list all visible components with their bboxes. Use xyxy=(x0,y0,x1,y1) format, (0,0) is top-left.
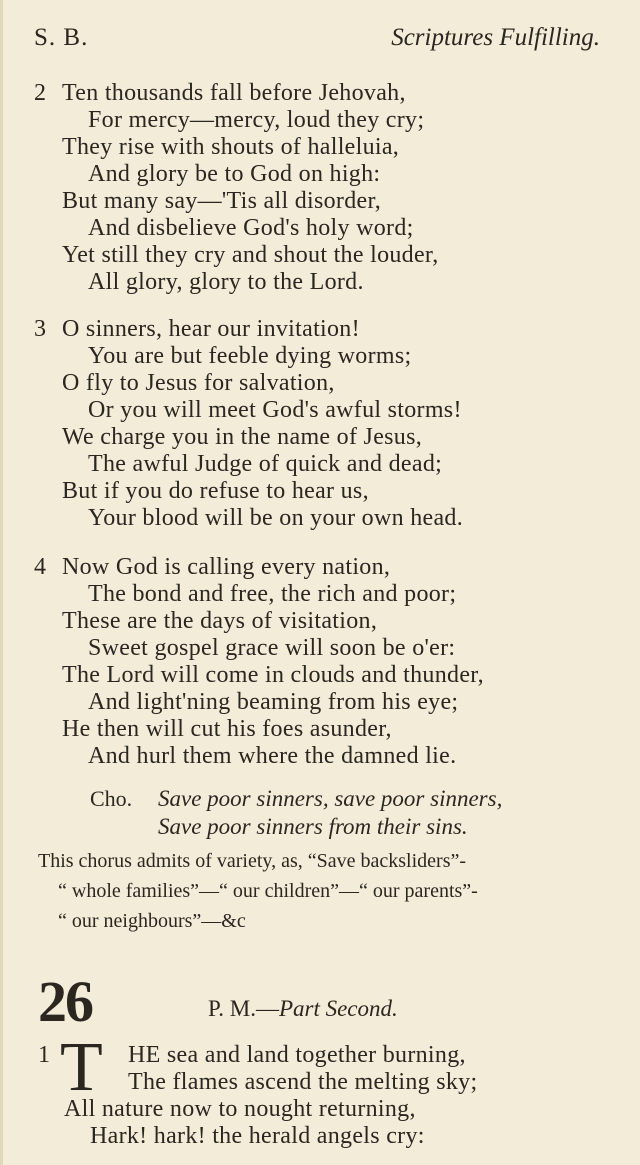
verse-number: 4 xyxy=(34,554,46,580)
verse-line: HE sea and land together burning, xyxy=(128,1042,466,1068)
verse-line: Now God is calling every nation, xyxy=(62,554,391,580)
verse-line: Yet still they cry and shout the louder, xyxy=(62,242,439,268)
verse-line: All nature now to nought returning, xyxy=(64,1096,416,1122)
part-label: Part Second. xyxy=(278,996,398,1021)
verse-line: O sinners, hear our invitation! xyxy=(62,316,360,342)
verse-line: Ten thousands fall before Jehovah, xyxy=(62,80,406,106)
verse-line: And disbelieve God's holy word; xyxy=(88,215,414,241)
verse-line: But if you do refuse to hear us, xyxy=(62,478,369,504)
verse-line: Hark! hark! the herald angels cry: xyxy=(90,1123,425,1149)
chorus-label: Cho. xyxy=(90,786,133,811)
chorus-line: Save poor sinners, save poor sinners, xyxy=(158,786,503,811)
verse-line: He then will cut his foes asunder, xyxy=(62,716,392,742)
hymn-number: 26 xyxy=(38,969,92,1034)
verse-number: 2 xyxy=(34,80,46,106)
verse-line: Your blood will be on your own head. xyxy=(88,505,464,531)
verse-line: And light'ning beaming from his eye; xyxy=(88,689,459,715)
chorus-line: Save poor sinners from their sins. xyxy=(158,814,468,839)
note-line: “ our neighbours”—&c xyxy=(58,910,246,932)
verse-line: And hurl them where the damned lie. xyxy=(88,743,457,769)
header-left: S. B. xyxy=(34,24,89,51)
verse-line: O fly to Jesus for salvation, xyxy=(62,370,335,396)
verse-line: The flames ascend the melting sky; xyxy=(128,1069,478,1095)
verse-line: The awful Judge of quick and dead; xyxy=(88,451,443,477)
verse-line: Or you will meet God's awful storms! xyxy=(88,397,462,423)
note-line: This chorus admits of variety, as, “Save backsliders”- xyxy=(38,850,467,872)
verse-line: And glory be to God on high: xyxy=(88,161,381,187)
page-edge xyxy=(0,0,3,1165)
verse-line: The Lord will come in clouds and thunder, xyxy=(62,662,484,688)
running-header xyxy=(34,24,600,58)
note-line: “ whole families”—“ our children”—“ our parents”- xyxy=(58,880,478,902)
verse-line: For mercy—mercy, loud they cry; xyxy=(88,107,425,133)
verse-line: Sweet gospel grace will soon be o'er: xyxy=(88,635,456,661)
verse-line: We charge you in the name of Jesus, xyxy=(62,424,423,450)
verse-line: You are but feeble dying worms; xyxy=(88,343,412,369)
drop-cap: T xyxy=(60,1029,103,1106)
header-right: Scriptures Fulfilling. xyxy=(391,24,600,51)
hymn-meter xyxy=(208,996,398,1022)
verse-line: All glory, glory to the Lord. xyxy=(88,269,364,295)
verse-line: These are the days of visitation, xyxy=(62,608,378,634)
verse-line: They rise with shouts of halleluia, xyxy=(62,134,400,160)
meter-label: P. M.— xyxy=(208,996,279,1021)
verse-line: The bond and free, the rich and poor; xyxy=(88,581,457,607)
verse-number: 1 xyxy=(38,1042,50,1068)
verse-line: But many say—'Tis all disorder, xyxy=(62,188,382,214)
verse-number: 3 xyxy=(34,316,46,342)
